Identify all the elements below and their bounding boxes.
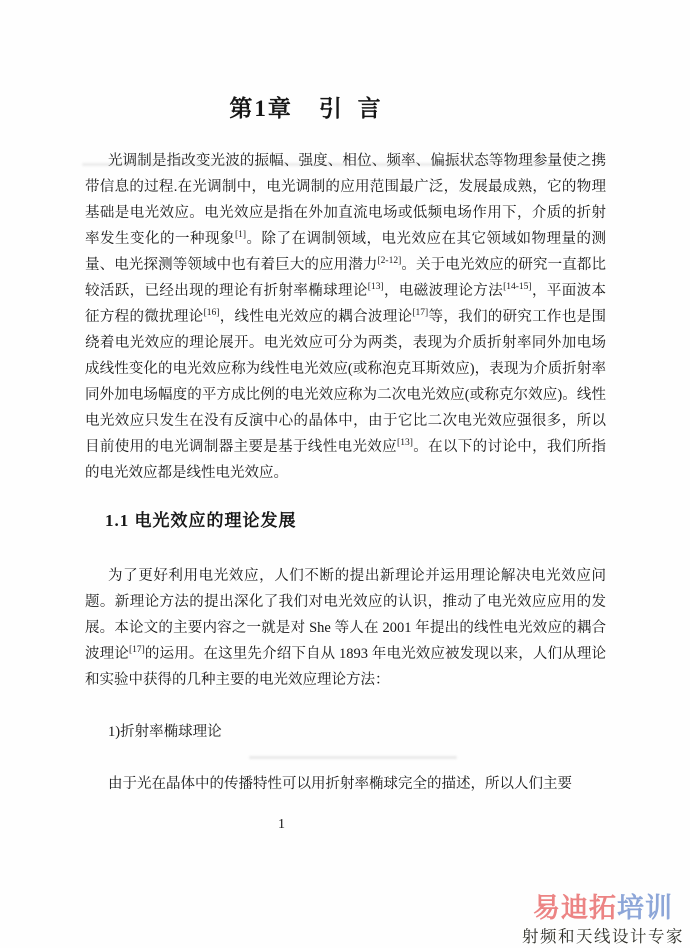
paragraph-theory-development: 为了更好利用电光效应，人们不断的提出新理论并运用理论解决电光效应问题。新理论方法的提出深化了我们对电光效应的认识，推动了电光效应应用的发展。本论文的主要内容之一就是对 She 等人在 2001 年提出的线性电光效应的耦合波理论[17]的运用。在这里先介绍下自从 1893 年电光效应被发现以来，人们从理论和实验中获得的几种主要的电光效应理论方法： — [85, 568, 607, 688]
chapter-heading — [47, 90, 568, 123]
subitem-heading-index-ellipsoid-theory: 1)折射率椭球理论 — [108, 724, 222, 740]
section-heading-1-1: 1.1 电光效应的理论发展 — [105, 511, 297, 530]
watermark-brand-logo — [522, 894, 684, 922]
chapter-title-label: 引 言 — [318, 96, 386, 121]
chapter-number-label: 第1章 — [229, 96, 293, 121]
paragraph-ellipsoid-description: 由于光在晶体中的传播特性可以用折射率椭球完全的描述，所以人们主要 — [108, 776, 572, 792]
scan-artifact-line — [82, 163, 552, 166]
paragraph-electro-optic-intro: 光调制是指改变光波的振幅、强度、相位、频率、偏振状态等物理参量使之携带信息的过程.在光调制中，电光调制的应用范围最广泛，发展最成熟，它的物理基础是电光效应。电光效应是指在外加直流电场或低频电场作用下，介质的折射率发生变化的一种现象[1]。除了在调制领域，电光效应在其它领域如物理量的测量、电光探测等领域中也有着巨大的应用潜力[2-12]。关于电光效应的研究一直都比较活跃，已经出现的理论有折射率椭球理论[13]，电磁波理论方法[14-15]，平面波本征方程的微扰理论[16]，线性电光效应的耦合波理论[17]等，我们的研究工作也是围绕着电光效应的理论展开。电光效应可分为两类，表现为介质折射率同外加电场成线性变化的电光效应称为线性电光效应(或称泡克耳斯效应)，表现为介质折射率同外加电场幅度的平方成比例的电光效应称为二次电光效应(或称克尔效应)。线性电光效应只发生在没有反演中心的晶体中，由于它比二次电光效应强很多，所以目前使用的电光调制器主要是基于线性电光效应[13]。在以下的讨论中，我们所指的电光效应都是线性电光效应。 — [85, 153, 607, 481]
page-number: 1 — [278, 817, 285, 832]
watermark-brand-secondary: 培训 — [617, 892, 673, 923]
watermark-tagline: 射频和天线设计专家 — [522, 927, 684, 946]
watermark — [522, 894, 684, 947]
scan-artifact-line — [249, 756, 457, 759]
page-content — [85, 90, 606, 837]
watermark-brand-primary: 易迪拓 — [533, 892, 617, 923]
